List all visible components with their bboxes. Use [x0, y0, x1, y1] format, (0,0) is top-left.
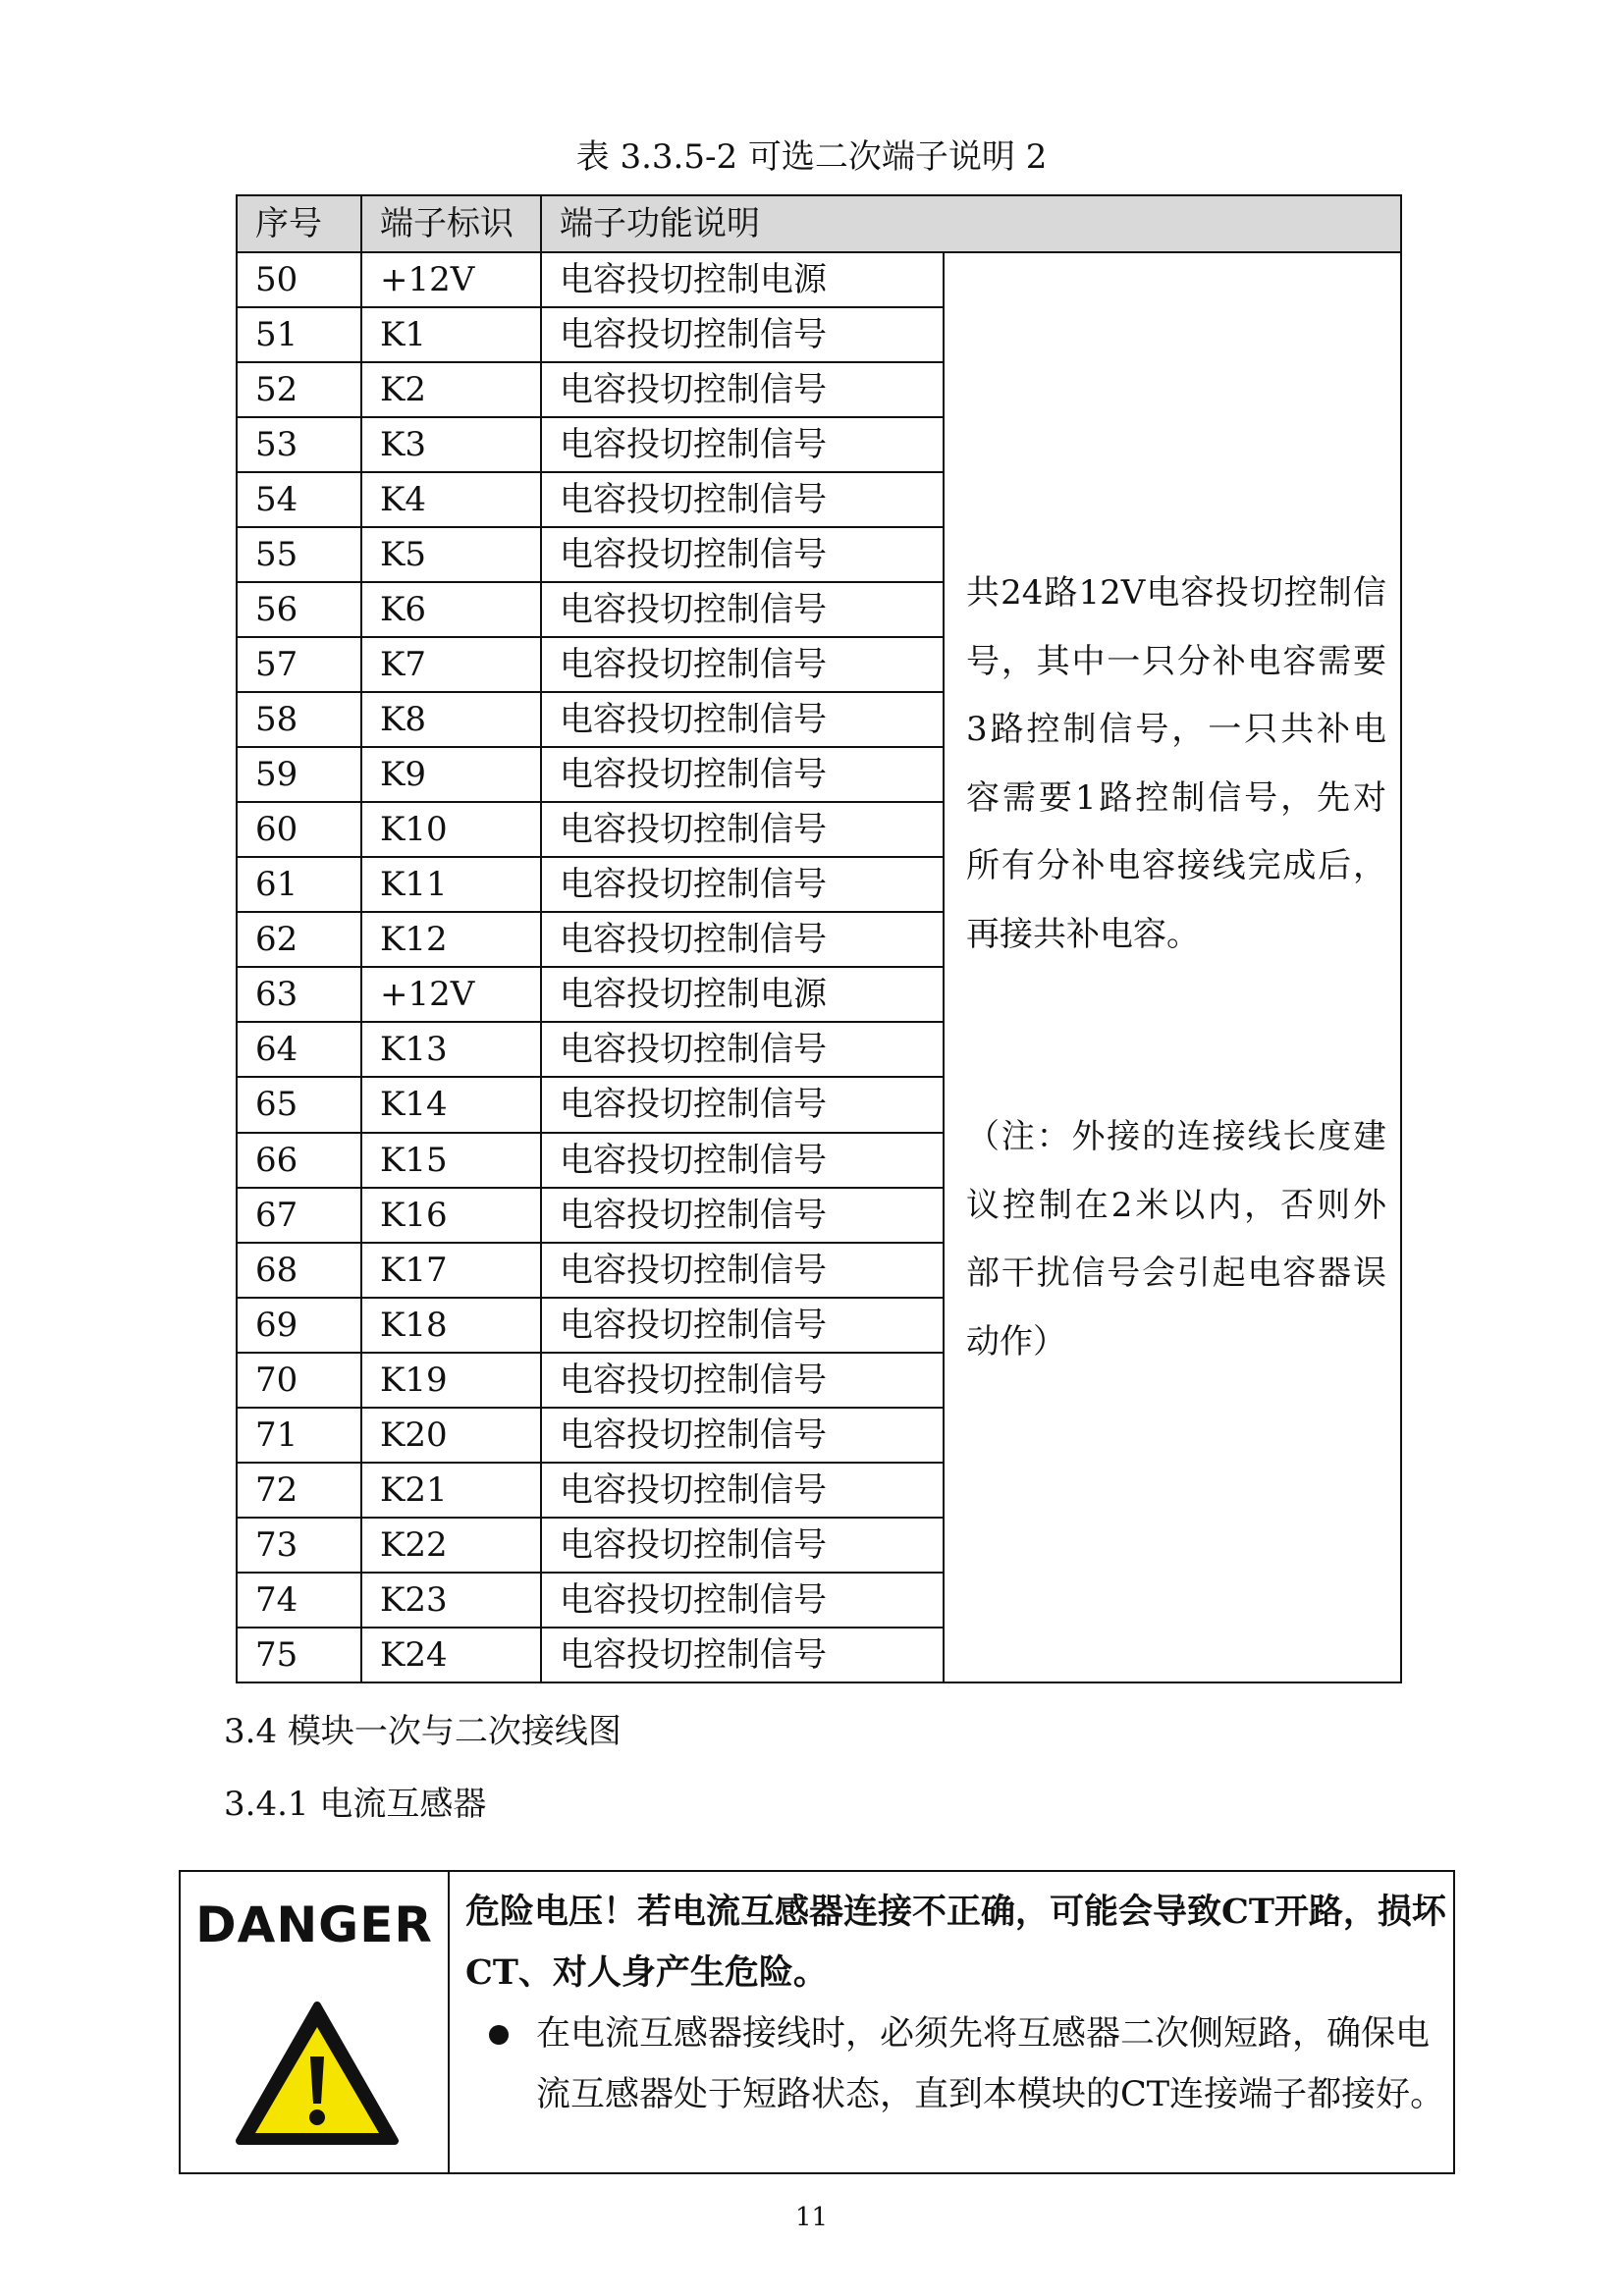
cell-id: K10 [361, 802, 541, 857]
cell-id: K8 [361, 692, 541, 747]
cell-no: 72 [237, 1463, 361, 1518]
cell-desc: 电容投切控制信号 [541, 1243, 944, 1298]
cell-desc: 电容投切控制信号 [541, 692, 944, 747]
cell-id: K6 [361, 582, 541, 637]
cell-id: K13 [361, 1022, 541, 1077]
cell-no: 74 [237, 1573, 361, 1628]
cell-desc: 电容投切控制信号 [541, 1298, 944, 1353]
cell-id: K23 [361, 1573, 541, 1628]
cell-desc: 电容投切控制电源 [541, 252, 944, 307]
cell-no: 59 [237, 747, 361, 802]
cell-id: K9 [361, 747, 541, 802]
note-cell [944, 252, 1401, 1682]
terminal-table [236, 194, 1402, 1683]
cell-desc: 电容投切控制信号 [541, 637, 944, 692]
cell-id: K3 [361, 417, 541, 472]
cell-id: K17 [361, 1243, 541, 1298]
table-caption: 表 3.3.5-2 可选二次端子说明 2 [575, 137, 1048, 177]
cell-id: K24 [361, 1628, 541, 1682]
cell-id: K5 [361, 527, 541, 582]
cell-no: 64 [237, 1022, 361, 1077]
cell-id: K14 [361, 1077, 541, 1132]
note-paragraph-2: （注：外接的连接线长度建议控制在2米以内，否则外部干扰信号会引起电容器误动作） [966, 1117, 1386, 1362]
section-heading: 3.4 模块一次与二次接线图 [224, 1712, 622, 1751]
cell-id: K1 [361, 307, 541, 362]
cell-id: K21 [361, 1463, 541, 1518]
cell-desc: 电容投切控制信号 [541, 1188, 944, 1243]
cell-no: 68 [237, 1243, 361, 1298]
cell-id: K12 [361, 912, 541, 967]
cell-desc: 电容投切控制信号 [541, 912, 944, 967]
cell-no: 61 [237, 857, 361, 912]
danger-label-cell [181, 1872, 450, 2172]
cell-id: K7 [361, 637, 541, 692]
header-desc: 端子功能说明 [541, 195, 1401, 252]
danger-title: 危险电压！若电流互感器连接不正确，可能会导致CT开路，损坏CT、对人身产生危险。 [465, 1892, 1446, 1993]
cell-id: +12V [361, 252, 541, 307]
cell-desc: 电容投切控制信号 [541, 1408, 944, 1463]
cell-id: +12V [361, 967, 541, 1022]
cell-id: K19 [361, 1353, 541, 1408]
note-paragraph-1: 共24路12V电容投切控制信号，其中一只分补电容需要3路控制信号，一只共补电容需要1路控制信号，先对所有分补电容接线完成后，再接共补电容。 [966, 573, 1386, 954]
cell-desc: 电容投切控制信号 [541, 1463, 944, 1518]
cell-id: K4 [361, 472, 541, 527]
cell-desc: 电容投切控制信号 [541, 802, 944, 857]
cell-desc: 电容投切控制电源 [541, 967, 944, 1022]
bullet-icon [489, 2025, 509, 2045]
cell-desc: 电容投切控制信号 [541, 582, 944, 637]
cell-desc: 电容投切控制信号 [541, 1077, 944, 1132]
cell-no: 54 [237, 472, 361, 527]
table-header-row [237, 195, 1401, 252]
note-wrap [966, 253, 1386, 1682]
cell-desc: 电容投切控制信号 [541, 1353, 944, 1408]
warning-triangle-icon [234, 1998, 401, 2151]
cell-no: 57 [237, 637, 361, 692]
table-row [237, 252, 1401, 307]
danger-bullet-item [465, 2003, 1447, 2125]
cell-desc: 电容投切控制信号 [541, 307, 944, 362]
danger-bullet-text: 在电流互感器接线时，必须先将互感器二次侧短路，确保电流互感器处于短路状态，直到本模块的CT连接端子都接好。 [536, 2014, 1445, 2114]
subsection-heading: 3.4.1 电流互感器 [224, 1785, 487, 1824]
cell-desc: 电容投切控制信号 [541, 1573, 944, 1628]
cell-no: 65 [237, 1077, 361, 1132]
cell-id: K20 [361, 1408, 541, 1463]
cell-no: 53 [237, 417, 361, 472]
danger-label: DANGER [195, 1896, 433, 1953]
cell-no: 52 [237, 362, 361, 417]
cell-desc: 电容投切控制信号 [541, 857, 944, 912]
cell-desc: 电容投切控制信号 [541, 1022, 944, 1077]
cell-id: K15 [361, 1133, 541, 1188]
cell-desc: 电容投切控制信号 [541, 527, 944, 582]
cell-desc: 电容投切控制信号 [541, 1628, 944, 1682]
danger-notice [179, 1870, 1455, 2174]
cell-desc: 电容投切控制信号 [541, 1133, 944, 1188]
header-id: 端子标识 [361, 195, 541, 252]
cell-desc: 电容投切控制信号 [541, 417, 944, 472]
cell-no: 55 [237, 527, 361, 582]
danger-content [465, 1882, 1447, 2125]
cell-desc: 电容投切控制信号 [541, 472, 944, 527]
cell-no: 60 [237, 802, 361, 857]
cell-no: 58 [237, 692, 361, 747]
cell-no: 66 [237, 1133, 361, 1188]
header-no: 序号 [237, 195, 361, 252]
cell-no: 70 [237, 1353, 361, 1408]
cell-no: 69 [237, 1298, 361, 1353]
cell-no: 67 [237, 1188, 361, 1243]
cell-no: 56 [237, 582, 361, 637]
cell-id: K22 [361, 1518, 541, 1573]
cell-no: 50 [237, 252, 361, 307]
cell-desc: 电容投切控制信号 [541, 747, 944, 802]
cell-no: 71 [237, 1408, 361, 1463]
cell-no: 63 [237, 967, 361, 1022]
cell-id: K2 [361, 362, 541, 417]
cell-no: 73 [237, 1518, 361, 1573]
page-number: 11 [794, 2203, 829, 2232]
cell-desc: 电容投切控制信号 [541, 362, 944, 417]
cell-id: K16 [361, 1188, 541, 1243]
cell-id: K18 [361, 1298, 541, 1353]
cell-no: 62 [237, 912, 361, 967]
cell-id: K11 [361, 857, 541, 912]
cell-no: 51 [237, 307, 361, 362]
cell-desc: 电容投切控制信号 [541, 1518, 944, 1573]
cell-no: 75 [237, 1628, 361, 1682]
